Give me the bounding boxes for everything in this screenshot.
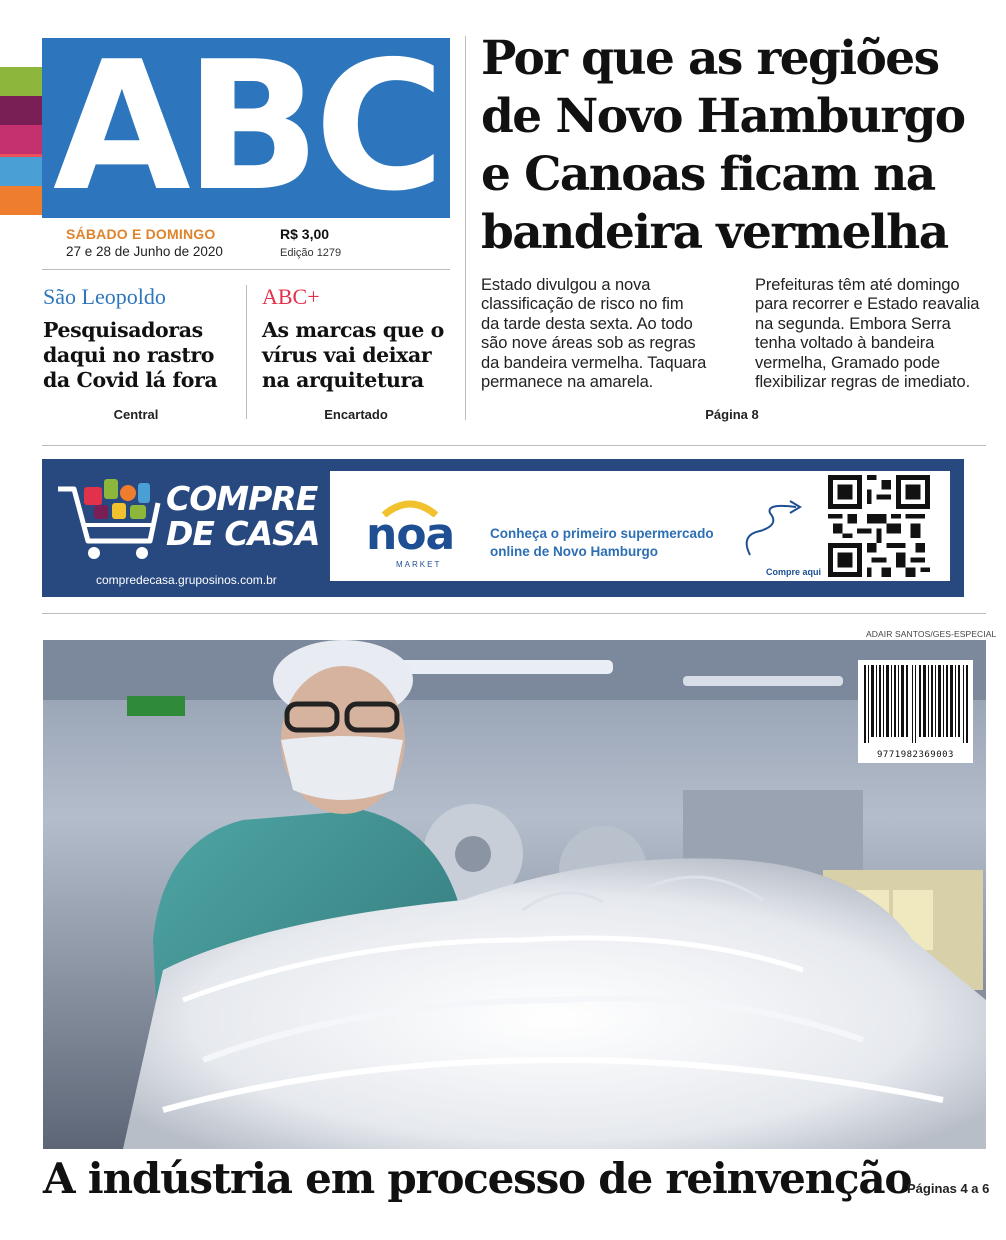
teaser-kicker: ABC+	[262, 284, 320, 309]
lede-line: na segunda. Embora Serra	[755, 314, 951, 333]
ad-title	[166, 481, 326, 551]
cover-price: R$ 3,00	[280, 226, 330, 242]
divider	[42, 269, 450, 270]
teaser-title-line: daqui no rastro	[43, 343, 215, 367]
ad-title-line: DE CASA	[166, 514, 320, 553]
barcode-icon	[862, 665, 969, 743]
edition-number: Edição 1279	[280, 247, 342, 259]
ad-banner-compre-de-casa[interactable]	[42, 459, 964, 597]
color-stripe	[0, 157, 42, 186]
lead-column-2	[755, 276, 995, 392]
divider	[246, 285, 247, 419]
lead-headline[interactable]	[481, 30, 1001, 262]
lede-line: da tarde desta sexta. Ao todo	[481, 314, 693, 333]
ad-noa-panel[interactable]	[330, 471, 950, 581]
color-stripe	[0, 96, 42, 125]
teaser-title-line: da Covid lá fora	[43, 368, 218, 392]
color-stripe	[0, 186, 42, 215]
publication-date: 27 e 28 de Junho de 2020	[66, 244, 223, 259]
ad-copy-line: Conheça o primeiro supermercado	[490, 526, 714, 541]
teaser-title	[43, 318, 239, 393]
teaser-title-line: vírus vai deixar	[262, 343, 432, 367]
lede-line: Estado divulgou a nova	[481, 276, 651, 294]
teaser-sao-leopoldo[interactable]	[43, 284, 239, 393]
divider	[42, 613, 986, 614]
lede-line: são nove áreas sob as regras	[481, 334, 696, 353]
publication-day: SÁBADO E DOMINGO	[66, 226, 216, 242]
lead-page-ref[interactable]: Página 8	[705, 407, 759, 422]
teaser-abc-plus[interactable]	[262, 284, 458, 393]
ad-copy-line: online de Novo Hamburgo	[490, 544, 659, 559]
lede-line: vermelha, Gramado pode	[755, 353, 940, 372]
barcode-number: 9771982369003	[877, 750, 954, 760]
lead-column-1	[481, 276, 741, 392]
lede-line: tenha voltado à bandeira	[755, 334, 935, 353]
factory-photo	[43, 640, 986, 1149]
teaser-title-line: na arquitetura	[262, 368, 424, 392]
headline-line: bandeira vermelha	[481, 205, 948, 260]
teaser-title-line: Pesquisadoras	[43, 318, 203, 342]
divider	[465, 36, 466, 420]
photo-credit: ADAIR SANTOS/GES-ESPECIAL	[866, 629, 997, 639]
ad-url[interactable]: compredecasa.gruposinos.com.br	[96, 573, 277, 587]
headline-line: Por que as regiões	[481, 31, 939, 86]
curved-arrow-icon	[740, 495, 810, 565]
cover-photo	[43, 640, 986, 1149]
bottom-page-ref[interactable]: Páginas 4 a 6	[907, 1181, 990, 1196]
headline-line: de Novo Hamburgo	[481, 89, 965, 144]
color-stripe	[0, 67, 42, 96]
logo-text: ABC	[52, 23, 440, 230]
lede-line: permanece na amarela.	[481, 373, 654, 392]
lede-line: da bandeira vermelha. Taquara	[481, 353, 707, 372]
teaser-title-line: As marcas que o	[262, 318, 444, 342]
divider	[42, 445, 986, 446]
lede-line: classificação de risco no fim	[481, 295, 684, 314]
qr-code-icon[interactable]	[826, 475, 932, 577]
lede-line: Prefeituras têm até domingo	[755, 276, 960, 294]
masthead-logo[interactable]	[42, 23, 450, 230]
lede-line: flexibilizar regras de imediato.	[755, 373, 971, 392]
headline-line: e Canoas ficam na	[481, 147, 935, 202]
ad-title-line: COMPRE	[166, 479, 318, 518]
teaser-kicker: São Leopoldo	[43, 284, 166, 309]
teaser-title	[262, 318, 458, 393]
noa-logo-sub: MARKET	[396, 560, 442, 569]
barcode	[858, 660, 973, 763]
color-stripe	[0, 125, 42, 154]
ad-cta[interactable]: Compre aqui	[766, 567, 822, 577]
teaser-section-label: Encartado	[324, 407, 388, 422]
teaser-section-label: Central	[113, 407, 159, 422]
bottom-headline[interactable]: A indústria em processo de reinvenção	[43, 1154, 912, 1203]
shopping-cart-icon	[54, 469, 164, 579]
ad-copy	[490, 525, 760, 561]
lede-line: para recorrer e Estado reavalia	[755, 295, 980, 314]
noa-logo: noa	[366, 509, 455, 560]
